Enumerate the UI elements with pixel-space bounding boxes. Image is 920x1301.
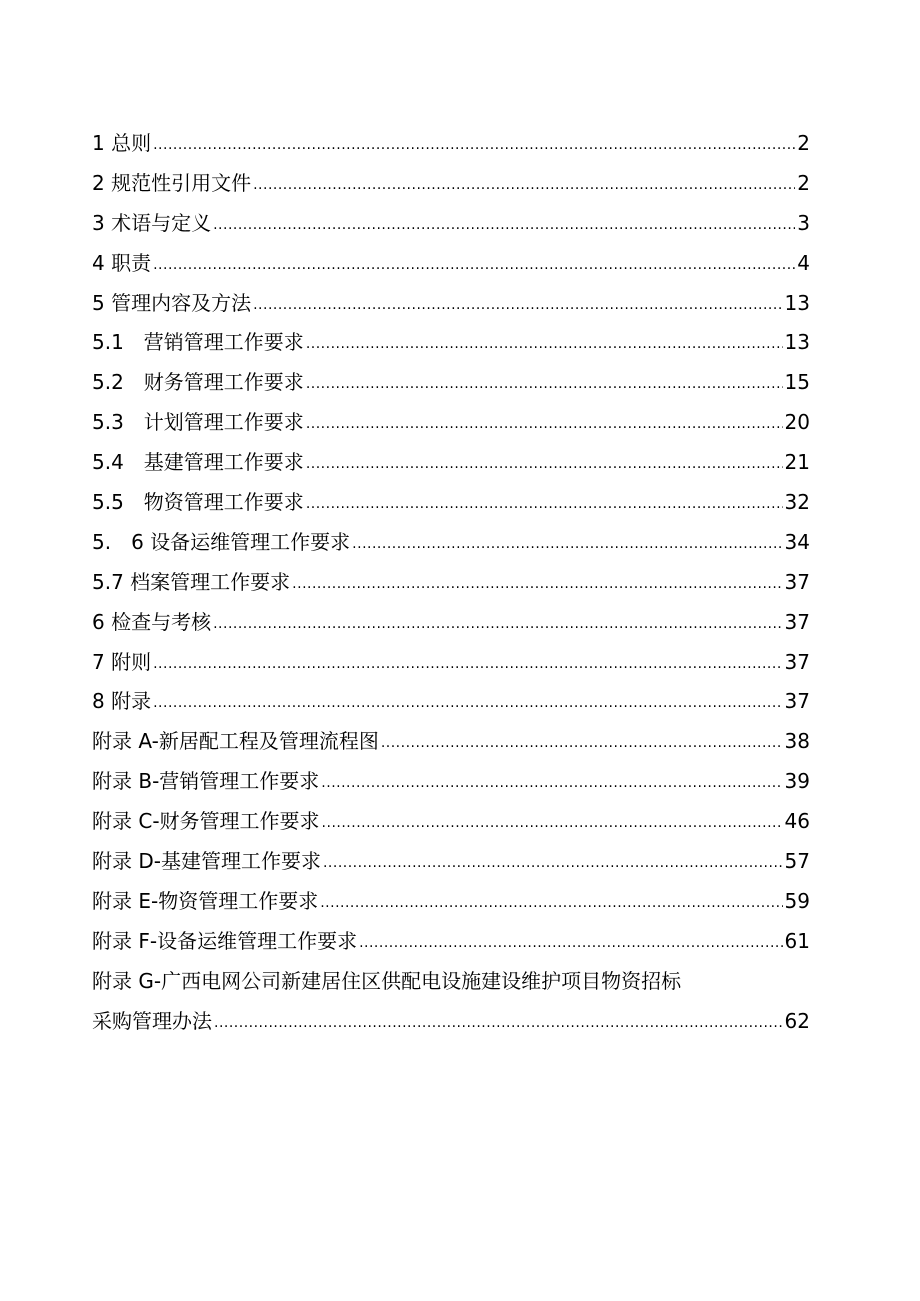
dot-leader — [306, 402, 783, 445]
dot-leader — [213, 602, 782, 645]
dot-leader — [153, 123, 795, 166]
toc-entry-title: 5.5 物资管理工作要求 — [92, 490, 304, 515]
toc-entry-title: 附录 G-广西电网公司新建居住区供配电设施建设维护项目物资招标 — [92, 968, 682, 993]
toc-entry-page: 20 — [784, 410, 810, 435]
toc-entry-title: 附录 D-基建管理工作要求 — [92, 849, 321, 874]
dot-leader — [321, 761, 782, 804]
toc-entry-title: 5.3 计划管理工作要求 — [92, 410, 304, 435]
dot-leader — [214, 1001, 783, 1044]
toc-entry-page: 3 — [797, 210, 810, 235]
toc-entry-page: 2 — [797, 170, 810, 195]
dot-leader — [381, 721, 783, 764]
toc-entry[interactable] — [92, 363, 810, 403]
toc-entry[interactable] — [92, 124, 810, 164]
dot-leader — [253, 163, 795, 206]
toc-entry-page: 37 — [784, 569, 810, 594]
toc-entry[interactable] — [92, 164, 810, 204]
toc-entry-title: 附录 B-营销管理工作要求 — [92, 769, 320, 794]
toc-entry-page: 38 — [784, 729, 810, 754]
toc-entry-page: 13 — [784, 290, 810, 315]
toc-entry-page: 2 — [797, 131, 810, 155]
toc-entry-page: 57 — [784, 849, 810, 874]
toc-entry-page: 21 — [784, 450, 810, 475]
toc-entry-title: 5.4 基建管理工作要求 — [92, 450, 304, 475]
toc-entry[interactable] — [92, 882, 810, 922]
toc-entry-title: 附录 E-物资管理工作要求 — [92, 888, 319, 913]
toc-entry[interactable] — [92, 643, 810, 683]
toc-entry[interactable] — [92, 603, 810, 643]
dot-leader — [292, 562, 782, 605]
dot-leader — [306, 442, 783, 485]
toc-entry[interactable] — [92, 802, 810, 842]
toc-entry-title: 5. 6 设备运维管理工作要求 — [92, 529, 351, 554]
toc-entry-page: 32 — [784, 490, 810, 515]
dot-leader — [153, 681, 782, 724]
toc-entry-title: 附录 F-设备运维管理工作要求 — [92, 928, 358, 953]
toc-entry-page: 15 — [784, 370, 810, 395]
toc-entry-page: 59 — [784, 888, 810, 913]
dot-leader — [306, 322, 783, 365]
toc-entry-title: 5 管理内容及方法 — [92, 290, 252, 315]
dot-leader — [352, 522, 782, 565]
toc-entry[interactable] — [92, 563, 810, 603]
toc-entry-page: 37 — [784, 609, 810, 634]
toc-entry-title: 采购管理办法 — [92, 1008, 212, 1033]
table-of-contents — [92, 124, 810, 1041]
toc-entry-appendix-g-line2[interactable] — [92, 1002, 810, 1042]
toc-entry-title: 3 术语与定义 — [92, 210, 212, 235]
toc-entry-title: 5.2 财务管理工作要求 — [92, 370, 304, 395]
toc-entry[interactable] — [92, 403, 810, 443]
toc-entry[interactable] — [92, 204, 810, 244]
toc-entry-title: 1 总则 — [92, 131, 152, 155]
toc-entry-page: 34 — [784, 529, 810, 554]
toc-entry-title: 6 检查与考核 — [92, 609, 212, 634]
toc-entry-page: 13 — [784, 330, 810, 355]
toc-entry[interactable] — [92, 682, 810, 722]
toc-entry-title: 8 附录 — [92, 689, 152, 714]
toc-entry[interactable] — [92, 722, 810, 762]
toc-entry-page: 61 — [784, 928, 810, 953]
toc-entry-title: 4 职责 — [92, 250, 152, 275]
dot-leader — [253, 283, 782, 326]
dot-leader — [322, 801, 783, 844]
dot-leader — [320, 881, 782, 924]
dot-leader — [213, 203, 795, 246]
dot-leader — [153, 642, 782, 685]
toc-entry[interactable] — [92, 523, 810, 563]
toc-entry-page: 37 — [784, 649, 810, 674]
toc-entry-page: 62 — [784, 1008, 810, 1033]
toc-entry-title: 附录 A-新居配工程及管理流程图 — [92, 729, 379, 754]
toc-entry[interactable] — [92, 443, 810, 483]
toc-entry-page: 39 — [784, 769, 810, 794]
toc-entry-title: 5.1 营销管理工作要求 — [92, 330, 304, 355]
dot-leader — [323, 841, 783, 884]
toc-entry[interactable] — [92, 842, 810, 882]
dot-leader — [359, 921, 782, 964]
toc-entry-title: 7 附则 — [92, 649, 152, 674]
toc-entry-title: 附录 C-财务管理工作要求 — [92, 809, 320, 834]
toc-entry[interactable] — [92, 483, 810, 523]
toc-entry[interactable] — [92, 323, 810, 363]
toc-entry-page: 4 — [797, 250, 810, 275]
toc-entry-title: 2 规范性引用文件 — [92, 170, 252, 195]
toc-entry[interactable] — [92, 284, 810, 324]
toc-entry-title: 5.7 档案管理工作要求 — [92, 569, 291, 594]
toc-entry-page: 46 — [784, 809, 810, 834]
dot-leader — [306, 482, 783, 525]
dot-leader — [306, 362, 783, 405]
toc-entry-appendix-g-line1[interactable] — [92, 962, 810, 1002]
toc-entry-page: 37 — [784, 689, 810, 714]
dot-leader — [153, 243, 795, 286]
toc-entry[interactable] — [92, 922, 810, 962]
toc-entry[interactable] — [92, 762, 810, 802]
toc-entry[interactable] — [92, 244, 810, 284]
